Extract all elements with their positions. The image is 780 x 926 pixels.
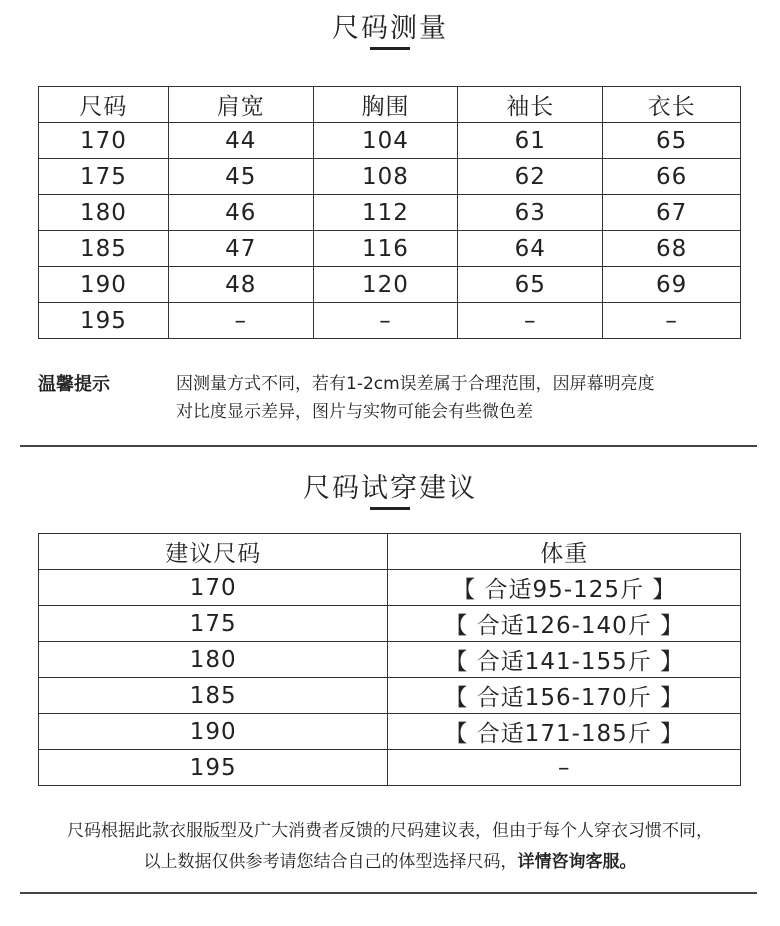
table-cell: 112 — [313, 195, 458, 231]
table-cell: 46 — [168, 195, 313, 231]
table-cell: 【 合适171-185斤 】 — [388, 714, 741, 750]
table-row — [39, 303, 741, 339]
table-cell: 175 — [39, 159, 169, 195]
table-header-row — [39, 534, 741, 570]
footer-line: 尺码根据此款衣服版型及广大消费者反馈的尺码建议表，但由于每个人穿衣习惯不同， — [67, 821, 713, 841]
table-cell: 【 合适126-140斤 】 — [388, 606, 741, 642]
header-cell: 尺码 — [39, 87, 169, 123]
table-cell: 47 — [168, 231, 313, 267]
footer-text — [0, 816, 780, 878]
table-cell: 65 — [603, 123, 741, 159]
header-cell: 衣长 — [603, 87, 741, 123]
header-cell: 体重 — [388, 534, 741, 570]
table-cell: 190 — [39, 267, 169, 303]
table-row — [39, 642, 741, 678]
table-cell: 62 — [458, 159, 603, 195]
table-cell: 180 — [39, 195, 169, 231]
footer-line — [0, 847, 780, 878]
table-cell: 68 — [603, 231, 741, 267]
table-cell: – — [388, 750, 741, 786]
table-cell: – — [168, 303, 313, 339]
table-cell: 69 — [603, 267, 741, 303]
table-row — [39, 714, 741, 750]
table-row — [39, 267, 741, 303]
table-row — [39, 159, 741, 195]
header-cell: 建议尺码 — [39, 534, 388, 570]
table-cell: – — [458, 303, 603, 339]
recommend-table — [38, 533, 741, 786]
table-row — [39, 195, 741, 231]
table-cell: 67 — [603, 195, 741, 231]
header-cell: 袖长 — [458, 87, 603, 123]
table-row — [39, 678, 741, 714]
table-cell: 175 — [39, 606, 388, 642]
notice-line: 对比度显示差异，图片与实物可能会有些微色差 — [176, 402, 533, 422]
table-cell: 185 — [39, 678, 388, 714]
table-cell: 195 — [39, 750, 388, 786]
divider — [20, 892, 757, 894]
table-row — [39, 606, 741, 642]
footer-line2-text: 以上数据仅供参考请您结合自己的体型选择尺码， — [143, 852, 518, 872]
table-cell: 64 — [458, 231, 603, 267]
table-cell: 120 — [313, 267, 458, 303]
title-underline — [370, 47, 410, 50]
table-row — [39, 750, 741, 786]
table-header-row — [39, 87, 741, 123]
header-cell: 胸围 — [313, 87, 458, 123]
table-cell: 61 — [458, 123, 603, 159]
table-cell: 104 — [313, 123, 458, 159]
recommend-title: 尺码试穿建议 — [303, 473, 477, 504]
header-cell: 肩宽 — [168, 87, 313, 123]
table-cell: 【 合适156-170斤 】 — [388, 678, 741, 714]
table-row — [39, 123, 741, 159]
table-row — [39, 570, 741, 606]
table-cell: 66 — [603, 159, 741, 195]
table-cell: 180 — [39, 642, 388, 678]
divider — [20, 445, 757, 447]
table-cell: 63 — [458, 195, 603, 231]
title-underline — [370, 507, 410, 510]
table-cell: 190 — [39, 714, 388, 750]
notice-text — [176, 370, 746, 426]
notice-line: 因测量方式不同，若有1-2cm误差属于合理范围，因屏幕明亮度 — [176, 374, 655, 394]
table-cell: 65 — [458, 267, 603, 303]
table-cell: 195 — [39, 303, 169, 339]
table-cell: 170 — [39, 123, 169, 159]
table-row — [39, 231, 741, 267]
table-cell: – — [313, 303, 458, 339]
table-cell: 108 — [313, 159, 458, 195]
table-cell: 116 — [313, 231, 458, 267]
table-cell: – — [603, 303, 741, 339]
notice-label: 温馨提示 — [38, 374, 110, 395]
footer-contact-text: 详情咨询客服。 — [517, 852, 637, 872]
table-cell: 【 合适141-155斤 】 — [388, 642, 741, 678]
table-cell: 【 合适95-125斤 】 — [388, 570, 741, 606]
table-cell: 185 — [39, 231, 169, 267]
table-cell: 48 — [168, 267, 313, 303]
table-cell: 44 — [168, 123, 313, 159]
measure-title: 尺码测量 — [332, 13, 448, 44]
table-cell: 170 — [39, 570, 388, 606]
measure-table — [38, 86, 741, 339]
table-cell: 45 — [168, 159, 313, 195]
